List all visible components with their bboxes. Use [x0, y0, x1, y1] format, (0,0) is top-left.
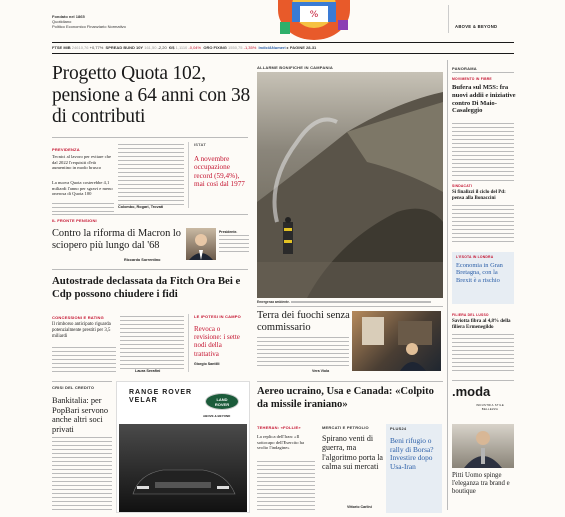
- panorama-label: PANORAMA: [452, 66, 477, 71]
- mercati-text[interactable]: Spirano venti di guerra, ma l'algoritmo porta la calma sui mercati: [322, 434, 383, 472]
- photo-caption: Emergenza ambiente.: [257, 300, 443, 304]
- teheran-summary: La replica dell'Iran: «Il sottocapo dell'Esercito ha svolto l'indagine»: [257, 434, 305, 451]
- istat-text: A novembre occupazione record (59,4%), mai così dal 1977: [194, 155, 245, 188]
- moda-headline[interactable]: Pitti Uomo spinge l'eleganza tra brand e boutique: [452, 472, 510, 495]
- autostrade-headline[interactable]: Autostrade declassata da Fitch Ora Bei e Cdp possono chiudere i fidi: [52, 275, 241, 301]
- fuochi-photo: [352, 311, 441, 371]
- sindacati-headline[interactable]: Si finalizzi il ciclo del Pd: pensa alla Bonaccini: [452, 190, 506, 201]
- masthead-info: [52, 14, 126, 29]
- macron-caption: Presidente.: [219, 230, 249, 254]
- moda-logo: .moda: [452, 384, 491, 399]
- lead-body: [52, 202, 114, 212]
- rr-car-photo: [119, 424, 247, 512]
- mercati-byline: Vittorio Carlini: [347, 505, 372, 509]
- credito-headline[interactable]: Bankitalia: per PopBari servono anche altri soci privati: [52, 396, 109, 434]
- fronte-kicker: IL FRONTE PENSIONI: [52, 218, 97, 223]
- fibra-headline[interactable]: Saviotta fibra al 4,8% della filiera Ermenegildo: [452, 319, 511, 330]
- masthead-line2: Quotidiano: [52, 19, 72, 24]
- lead-summary-2: La nuova Quota costerebbe 4,1 miliardi l'anno per sgravi e meno onerosa di Quota 100: [52, 180, 113, 197]
- moda-sub: INDUSTRIA STILE BELLEZZA: [476, 403, 504, 411]
- sindacati-kicker: SINDACATI: [452, 184, 473, 188]
- macron-photo: [186, 228, 216, 260]
- autostrade-body-col2: [120, 315, 184, 371]
- teheran-kicker: TEHERAN: «FOLLIE»: [257, 425, 301, 430]
- fuochi-body: [257, 336, 349, 368]
- fronte-byline: Riccardo Sorrentino: [124, 258, 161, 262]
- land-rover-logo: LAND ROVER: [205, 393, 239, 410]
- masthead-line1: Fondato nel 1865: [52, 14, 85, 19]
- ipotesi-box[interactable]: [188, 314, 248, 372]
- newspaper-logo: [278, 0, 350, 40]
- market-ticker: FTSE MIB 24610,76 +0,77% SPREAD BUND 10Y 161,50 -2,20 €/$ 1,1110 -0,04% ORO FIXING 1550,75 -1,35% Indici&Numeri ▸ PAGINE 28-31: [52, 45, 317, 50]
- autostrade-byline: Laura Serafini: [135, 369, 161, 373]
- ipotesi-kicker: LE IPOTESI IN CAMPO: [194, 314, 241, 319]
- m5s-headline[interactable]: Bufera sul M5S: fra nuovi addii e iniziative contro Di Maio-Casaleggio: [452, 84, 516, 115]
- plus24-box[interactable]: [386, 424, 442, 513]
- plus24-kicker: PLUS24: [390, 426, 407, 431]
- esota-kicker: L'ESOTA IN LONDRA: [456, 255, 494, 259]
- fibra-body: [452, 333, 514, 371]
- credito-kicker: CRISI DEL CREDITO: [52, 385, 95, 390]
- teheran-body: [257, 460, 315, 512]
- rr-brand: RANGE ROVER: [129, 389, 193, 396]
- autostrade-body: [52, 346, 116, 374]
- lead-headline[interactable]: Progetto Quota 102, pensione a 64 anni con 38 di contributi: [52, 63, 251, 127]
- ipotesi-text: Revoca o revisione: i sette nodi della trattativa: [194, 325, 240, 358]
- istat-box[interactable]: [188, 142, 248, 208]
- plus24-text: Beni rifugio o rally di Borsa? Investire dopo Usa-Iran: [390, 436, 434, 471]
- masthead-promo: [448, 5, 518, 33]
- fronte-headline[interactable]: Contro la riforma di Macron lo sciopero più lungo dal '68: [52, 228, 181, 251]
- photo-kicker: ALLARME BONIFICHE IN CAMPANIA: [257, 65, 333, 70]
- aereo-headline[interactable]: Aereo ucraino, Usa e Canada: «Colpito da missile iraniano»: [257, 386, 434, 410]
- rr-model: VELAR: [129, 397, 158, 404]
- moda-photo: [452, 424, 514, 468]
- lead-kicker: PREVIDENZA: [52, 147, 80, 152]
- fuochi-headline[interactable]: Terra dei fuochi senza commissario: [257, 310, 350, 333]
- svg-text:%: %: [309, 10, 319, 20]
- lead-body-col2: [118, 143, 184, 207]
- esota-text: Economia in Gran Bretagna, con la Brexit è a rischio: [456, 262, 503, 284]
- esota-box[interactable]: [452, 252, 514, 304]
- credito-body: [52, 436, 112, 510]
- fibra-kicker: FILIERA DEL LUSSO: [452, 313, 489, 317]
- lead-byline: Colombo, Rogari, Trovati: [118, 205, 164, 209]
- promo-label: ABOVE & BEYOND: [455, 24, 498, 29]
- sindacati-body: [452, 204, 514, 244]
- lead-summary: Tecnici al lavoro per evitare che dal 2022 l'requisiti d'età aumentino in modo brusco: [52, 154, 111, 171]
- mercati-kicker: MERCATI E PETROLIO: [322, 425, 369, 430]
- rr-tag: ABOVE & BEYOND: [203, 414, 231, 418]
- masthead-line3: Politico Economico Finanziario Normativo: [52, 24, 126, 29]
- campania-photo[interactable]: [257, 72, 443, 298]
- ipotesi-byline: Giorgio Santilli: [194, 361, 220, 366]
- autostrade-kicker: CONCESSIONI E RATING: [52, 315, 104, 320]
- m5s-kicker: MOVIMENTO IN FIBRE: [452, 77, 492, 81]
- range-rover-ad[interactable]: [116, 381, 250, 513]
- autostrade-summary: Il rimborso anticipato riguarda potenzialmente prestiti per 3,5 miliardi: [52, 322, 111, 339]
- fuochi-byline: Vera Viola: [312, 369, 330, 373]
- m5s-body: [452, 122, 514, 176]
- istat-kicker: ISTAT: [194, 142, 206, 147]
